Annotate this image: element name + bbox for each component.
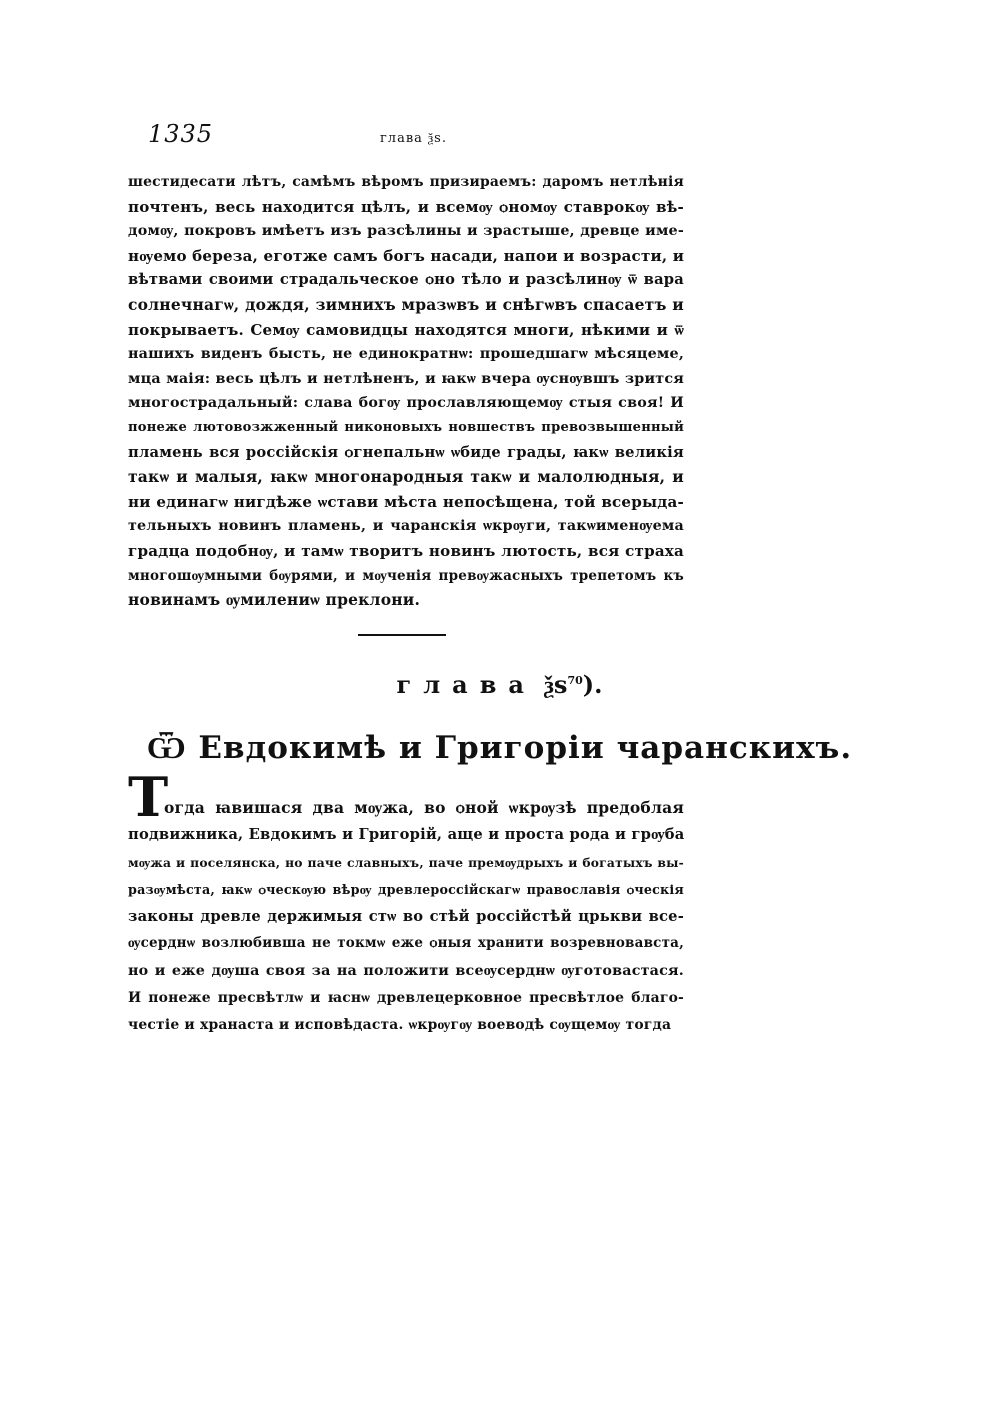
text-line: И понеже пресвѣтлѡ и ꙗснѡ древлецерковное пресвѣтлое благо- [128,990,684,1007]
text-line: тельныхъ новинъ пламень, и чаранскія ѡкрѹги, такѡименѹема [128,518,684,535]
drop-cap: Т [128,765,169,829]
text-line: домѹ, покровъ имѣетъ изъ разсѣлины и зрастыше, древце име- [128,223,684,240]
text-line: многошѹмными бѹрями, и мѹченія превѹжасныхъ трепетомъ къ [128,567,684,584]
text-line: многострадальный: слава богѹ прославляющемѹ стыя своя! И [128,395,684,412]
text-line: нѹемо береза, еготже самъ богъ насади, напои и возрасти, и [128,246,685,265]
chapter-heading-word: глава [396,670,536,699]
text-line: понеже лютовозжженный никоновыхъ новшествъ превозвышенный [128,419,684,435]
text-line: законы древле держимыя стѡ во стѣй россійстѣй црькви все- [128,908,684,926]
running-head: глава ѯѕ. [380,131,447,146]
paragraph-2-first-line [128,765,684,829]
text-line: мѹжа и поселянска, но паче славныхъ, паче премѹдрыхъ и богатыхъ вы- [128,854,684,870]
text-line: нашихъ виденъ бысть, не единократнѡ: прошедшагѡ мѣсяцеме, [128,346,684,363]
text-line: подвижника, Евдокимъ и Григорій, аще и проста рода и грѹба [128,826,685,844]
paragraph-2 [128,765,685,1040]
text-line: покрываетъ. Семѹ самовидцы находятся многи, нѣкими и ѿ [128,320,684,339]
text-line: ѹсерднѡ возлюбивша не токмѡ еже ѻныя хранити возревновавста, [128,935,684,952]
text-line: ни единагѡ нигдѣже ѡстави мѣста непосѣщена, той всерыда- [128,492,684,511]
chapter-heading [0,670,999,700]
text-line: пламень вся россійскія ѻгнепальнѡ ѡбиде грады, ꙗкѡ великія [128,443,684,461]
text-line: но и еже дѹша своя за на положити всеѹсерднѡ ѹготовастася. [128,962,684,979]
first-line-text: огда ꙗвишася два мѹжа, во ѻной ѡкрѹзѣ предоблая [164,798,684,817]
section-divider [358,634,446,636]
text-line: вѣтвами своими страдальческое ѻно тѣло и разсѣлинѹ ѿ вара [128,271,684,289]
chapter-heading-end: ). [582,670,603,699]
text-line: разѹмѣста, ꙗкѡ ѻческѹю вѣрѹ древлероссійскагѡ православія ѻческія [128,881,684,897]
text-line: шестидесати лѣтъ, самѣмъ вѣромъ призираемъ: даромъ нетлѣнія [128,174,684,190]
text-line: такѡ и малыя, ꙗкѡ многонародныя такѡ и малолюдныя, и [128,467,684,487]
chapter-number: ѯѕ [544,670,568,699]
text-line: почтенъ, весь находится цѣлъ, и всемѹ ѻномѹ ставрокѹ вѣ- [128,197,684,216]
text-line: солнечнагѡ, дождя, зимнихъ мразѡвъ и снѣгѡвъ спасаетъ и [128,294,684,314]
chapter-title: Ѿ Евдокимѣ и Григоріи чаранскихъ. [146,730,853,766]
paragraph-1 [128,170,684,613]
footnote-mark: 70 [567,674,583,687]
text-line: честіе и хранаста и исповѣдаста. ѡкрѹгѹ воеводѣ сѹщемѹ тогда [128,1017,672,1034]
text-line: градца подобнѹ, и тамѡ творитъ новинъ лютость, вся страха [128,541,684,560]
text-line: новинамъ ѹмилениѡ преклони. [128,590,421,610]
page-number: 1335 [148,120,214,148]
text-line: мца маія: весь цѣлъ и нетлѣненъ, и ꙗкѡ вчера ѹснѹвшъ зрится [128,370,684,387]
